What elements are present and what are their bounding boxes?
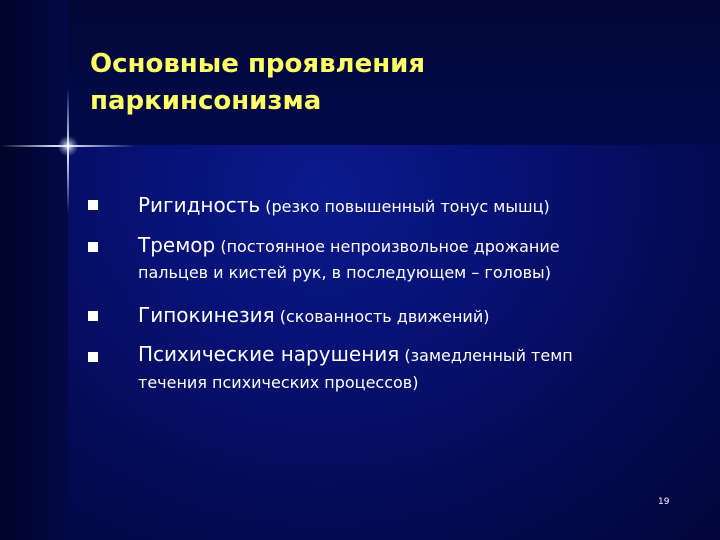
bullet-description: (замедленный темп <box>404 346 573 365</box>
bullet-continuation: течения психических процессов) <box>138 373 419 392</box>
bullet-term: Ригидность <box>138 193 261 217</box>
page-number: 19 <box>658 497 670 507</box>
bullet-term: Тремор <box>138 233 216 257</box>
bullet-description: (постоянное непроизвольное дрожание <box>220 237 560 256</box>
bullet-description: (резко повышенный тонус мышц) <box>265 197 550 216</box>
square-bullet-icon <box>88 311 98 321</box>
bullet-description: (скованность движений) <box>279 307 490 326</box>
slide-title: Основные проявления паркинсонизма <box>90 49 426 116</box>
bullet-text <box>138 303 489 327</box>
bullet-text <box>138 193 550 217</box>
square-bullet-icon <box>88 200 98 210</box>
bullet-term: Психические нарушения <box>138 342 400 366</box>
bullet-text <box>138 233 560 257</box>
bullet-text <box>138 342 573 366</box>
bullet-term: Гипокинезия <box>138 303 275 327</box>
bullet-continuation: пальцев и кистей рук, в последующем – головы) <box>138 263 551 282</box>
square-bullet-icon <box>88 352 98 362</box>
square-bullet-icon <box>88 242 98 252</box>
